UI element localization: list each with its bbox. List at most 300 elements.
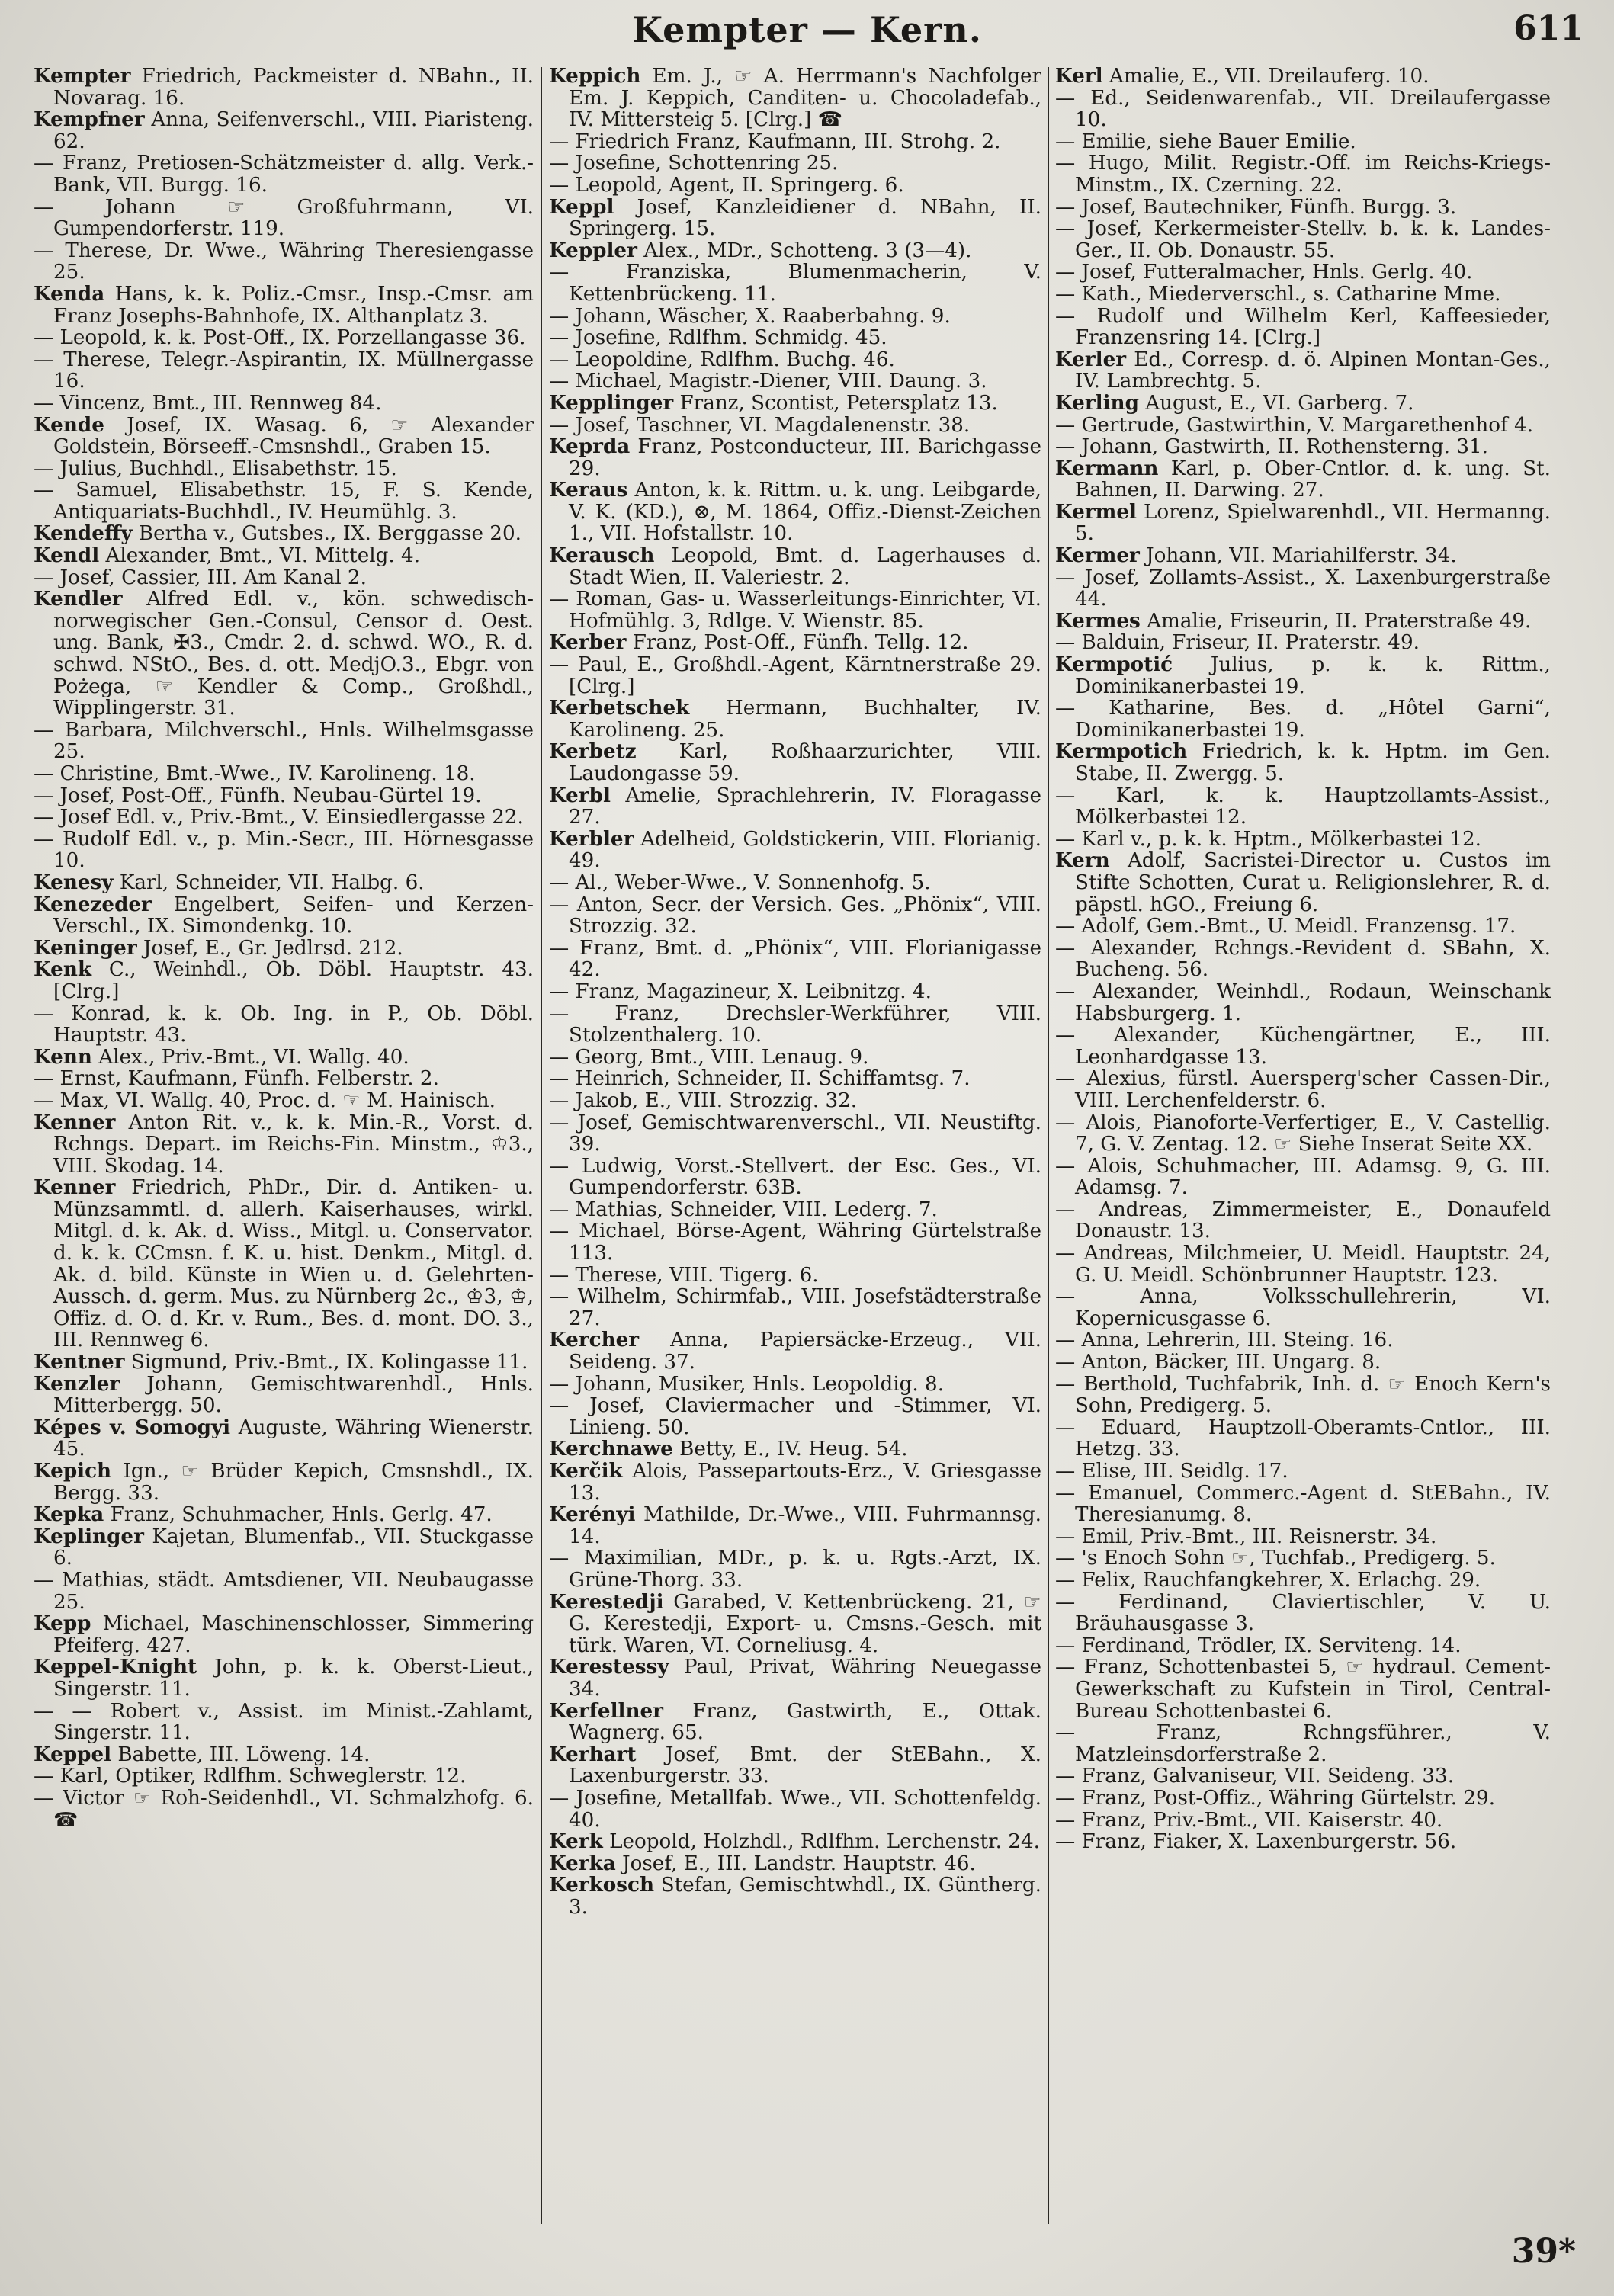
entry-details: Karl, Schneider, VII. Halbg. 6. xyxy=(113,871,425,894)
entry-surname: Kerestedji xyxy=(549,1589,664,1614)
directory-entry xyxy=(1055,1483,1551,1526)
entry-details: — Johann, Wäscher, X. Raaberbahng. 9. xyxy=(549,304,951,328)
entry-surname: Kenzler xyxy=(34,1371,120,1396)
entry-surname: Kermes xyxy=(1055,608,1141,633)
entry-details: — Franz, Priv.-Bmt., VII. Kaiserstr. 40. xyxy=(1055,1808,1443,1832)
entry-surname: Kerfellner xyxy=(549,1698,663,1723)
directory-entry xyxy=(549,131,1041,153)
entry-details: — Leopold, Agent, II. Springerg. 6. xyxy=(549,173,904,197)
entry-details: Alexander, Bmt., VI. Mittelg. 4. xyxy=(99,544,421,568)
directory-entry xyxy=(1055,938,1551,981)
entry-details: — Felix, Rauchfangkehrer, X. Erlachg. 29. xyxy=(1055,1568,1481,1592)
directory-entry xyxy=(549,697,1041,741)
entry-details: — Franz, Schottenbastei 5, ☞ hydraul. Cement-Gewerkschaft zu Kufstein in Tirol, Central-Bureau Schottenbastei 6. xyxy=(1055,1656,1551,1723)
entry-details: — Andreas, Zimmermeister, E., Donaufeld Donaustr. 13. xyxy=(1055,1198,1551,1243)
entry-details: Alois, Passepartouts-Erz., V. Griesgasse 13. xyxy=(569,1460,1041,1505)
directory-entry xyxy=(1055,197,1551,219)
directory-entry xyxy=(549,152,1041,175)
entry-details: — Josef, Taschner, VI. Magdalenenstr. 38. xyxy=(549,413,971,437)
entry-details: — Adolf, Gem.-Bmt., U. Meidl. Franzensg. 17. xyxy=(1055,915,1516,938)
directory-entry xyxy=(549,66,1041,131)
entry-details: — Mathias, städt. Amtsdiener, VII. Neubaugasse 25. xyxy=(34,1568,534,1614)
directory-entry xyxy=(1055,131,1551,153)
entry-details: — Andreas, Milchmeier, U. Meidl. Hauptstr. 24, G. U. Meidl. Schönbrunner Hauptstr. 123. xyxy=(1055,1242,1551,1287)
entry-surname: Kern xyxy=(1055,848,1110,873)
column-rule xyxy=(1048,67,1049,2224)
entry-surname: Kepplinger xyxy=(549,390,674,415)
directory-entry xyxy=(34,1177,534,1352)
directory-entry xyxy=(1055,1352,1551,1374)
directory-entry xyxy=(1055,1329,1551,1352)
directory-entry xyxy=(549,1156,1041,1199)
entry-surname: Kerestessy xyxy=(549,1655,669,1679)
entry-details: — Georg, Bmt., VIII. Lenaug. 9. xyxy=(549,1045,869,1069)
directory-entry xyxy=(549,1438,1041,1461)
directory-entry xyxy=(1055,1547,1551,1570)
entry-details: — Therese, Dr. Wwe., Währing Theresiengasse 25. xyxy=(34,239,534,284)
entry-details: Lorenz, Spielwarenhdl., VII. Hermanng. 5. xyxy=(1075,500,1551,546)
directory-entry xyxy=(549,1744,1041,1788)
directory-entry xyxy=(1055,66,1551,88)
entry-details: — Kath., Miederverschl., s. Catharine Mme. xyxy=(1055,282,1501,306)
entry-details: Anton, k. k. Rittm. u. k. ung. Leibgarde, V. K. (KD.), ⊗, M. 1864, Offiz.-Dienst-Zeichen 1., VII. Hofstallstr. 10. xyxy=(569,479,1041,546)
directory-entry xyxy=(34,763,534,785)
directory-entry xyxy=(1055,458,1551,502)
directory-entry xyxy=(1055,632,1551,654)
entry-surname: Kenner xyxy=(34,1175,116,1200)
entry-details: — Alexander, Rchngs.-Revident d. SBahn, X. Bucheng. 56. xyxy=(1055,936,1551,982)
entry-details: Sigmund, Priv.-Bmt., IX. Kolingasse 11. xyxy=(124,1351,528,1374)
directory-entry xyxy=(549,479,1041,545)
directory-entry xyxy=(34,894,534,938)
entry-surname: Kerl xyxy=(1055,66,1103,88)
entry-details: Friedrich, Packmeister d. NBahn., II. Novarag. 16. xyxy=(53,66,534,110)
directory-entry xyxy=(34,197,534,240)
entry-surname: Kepich xyxy=(34,1459,112,1483)
directory-entry xyxy=(549,1589,1041,1657)
directory-entry xyxy=(34,1504,534,1526)
directory-entry xyxy=(34,327,534,349)
entry-details: — Alexander, Küchengärtner, E., III. Leonhardgasse 13. xyxy=(1055,1024,1551,1069)
entry-surname: Kerbetschek xyxy=(549,696,690,720)
entry-details: — Vincenz, Bmt., III. Rennweg 84. xyxy=(34,391,382,415)
entry-surname: Kerényi xyxy=(549,1502,636,1527)
entry-details: — Heinrich, Schneider, II. Schiffamtsg. 7. xyxy=(549,1067,971,1091)
directory-entry xyxy=(549,894,1041,938)
entry-details: — Alois, Pianoforte-Verfertiger, E., V. Castellig. 7, G. V. Zentag. 12. ☞ Siehe Inserat Seite XX. xyxy=(1055,1111,1551,1156)
entry-details: Karl, Roßhaarzurichter, VIII. Laudongasse 59. xyxy=(569,740,1041,785)
entry-details: — Victor ☞ Roh-Seidenhdl., VI. Schmalzhofg. 6. ☎ xyxy=(34,1786,534,1832)
directory-entry xyxy=(1055,545,1551,567)
directory-entry xyxy=(34,872,534,894)
column-left xyxy=(34,66,534,2230)
entry-details: — Balduin, Friseur, II. Praterstr. 49. xyxy=(1055,631,1420,655)
directory-entry xyxy=(549,1220,1041,1264)
entry-surname: Keninger xyxy=(34,935,137,960)
directory-entry xyxy=(1055,829,1551,851)
entry-surname: Kenda xyxy=(34,281,105,306)
entry-details: Amalie, E., VII. Dreilauferg. 10. xyxy=(1102,66,1429,88)
entry-details: — Alois, Schuhmacher, III. Adamsg. 9, G. III. Adamsg. 7. xyxy=(1055,1154,1551,1200)
entry-surname: Kendeffy xyxy=(34,521,133,546)
entry-details: — Josef, Post-Off., Fünfh. Neubau-Gürtel 19. xyxy=(34,784,482,807)
entry-surname: Kenezeder xyxy=(34,892,152,916)
directory-entry xyxy=(549,1788,1041,1831)
directory-entry xyxy=(34,1656,534,1700)
entry-surname: Kepka xyxy=(34,1502,104,1527)
entry-details: Josef, Kanzleidiener d. NBahn, II. Springerg. 15. xyxy=(569,195,1041,241)
entry-details: — — Robert v., Assist. im Minist.-Zahlamt, Singerstr. 11. xyxy=(34,1699,534,1745)
directory-entry xyxy=(1055,850,1551,916)
directory-entry xyxy=(1055,415,1551,437)
directory-entry xyxy=(1055,436,1551,458)
directory-entry xyxy=(1055,741,1551,784)
directory-entry xyxy=(549,1329,1041,1373)
directory-entry xyxy=(549,349,1041,371)
directory-entry xyxy=(549,1461,1041,1504)
entry-details: Franz, Postconducteur, III. Barichgasse 29. xyxy=(569,435,1041,480)
directory-entry xyxy=(34,1112,534,1178)
directory-entry xyxy=(34,1352,534,1374)
directory-entry xyxy=(34,1003,534,1047)
directory-entry xyxy=(1055,1722,1551,1765)
directory-entry xyxy=(34,1765,534,1788)
directory-entry xyxy=(1055,88,1551,131)
directory-entry xyxy=(549,1286,1041,1329)
entry-surname: Kerausch xyxy=(549,544,655,568)
directory-entry xyxy=(34,109,534,152)
entry-surname: Kerbl xyxy=(549,783,611,807)
entry-details: Paul, Privat, Währing Neuegasse 34. xyxy=(569,1656,1041,1701)
entry-details: — Julius, Buchhdl., Elisabethstr. 15. xyxy=(34,457,397,480)
directory-entry xyxy=(1055,499,1551,546)
directory-entry xyxy=(549,545,1041,588)
directory-entry xyxy=(549,1265,1041,1287)
entry-surname: Kerkosch xyxy=(549,1873,654,1897)
page-header xyxy=(0,9,1614,63)
entry-details: — Franz, Pretiosen-Schätzmeister d. allg. Verk.-Bank, VII. Burgg. 16. xyxy=(34,152,534,197)
entry-details: Michael, Maschinenschlosser, Simmering Pfeiferg. 427. xyxy=(53,1612,534,1657)
directory-entry xyxy=(34,1744,534,1766)
directory-entry xyxy=(34,720,534,763)
directory-entry xyxy=(34,935,534,960)
directory-entry xyxy=(1055,1635,1551,1657)
entry-details: — Christine, Bmt.-Wwe., IV. Karolineng. 18. xyxy=(34,762,476,785)
directory-entry xyxy=(34,1417,534,1461)
entry-details: Auguste, Währing Wienerstr. 45. xyxy=(53,1416,534,1461)
entry-details: — Leopoldine, Rdlfhm. Buchg. 46. xyxy=(549,348,895,371)
entry-details: Betty, E., IV. Heug. 54. xyxy=(672,1438,908,1461)
entry-details: Alex., MDr., Schotteng. 3 (3—4). xyxy=(637,239,972,262)
entry-surname: Kerčik xyxy=(549,1459,623,1483)
entry-details: — Franz, Rchngsführer., V. Matzleinsdorferstraße 2. xyxy=(1055,1721,1551,1766)
entry-surname: Kenner xyxy=(34,1110,116,1134)
entry-details: — Ernst, Kaufmann, Fünfh. Felberstr. 2. xyxy=(34,1067,439,1091)
directory-entry xyxy=(1055,1286,1551,1329)
entry-details: — Therese, VIII. Tigerg. 6. xyxy=(549,1263,819,1287)
directory-entry xyxy=(34,393,534,415)
entry-details: — Katharine, Bes. d. „Hôtel Garni“, Dominikanerbastei 19. xyxy=(1055,697,1551,742)
entry-details: Em. J., ☞ A. Herrmann's Nachfolger Em. J. Keppich, Canditen- u. Chocoladefab., IV. Mittersteig 5. [Clrg.] ☎ xyxy=(569,66,1041,132)
directory-entry xyxy=(549,1112,1041,1156)
entry-details: Bertha v., Gutsbes., IX. Berggasse 20. xyxy=(132,522,521,546)
entry-surname: Kerchnawe xyxy=(549,1437,673,1461)
directory-entry xyxy=(549,981,1041,1003)
directory-entry xyxy=(549,872,1041,894)
entry-details: C., Weinhdl., Ob. Döbl. Hauptstr. 43. [Clrg.] xyxy=(53,958,534,1003)
entry-details: Leopold, Holzhdl., Rdlfhm. Lerchenstr. 24. xyxy=(602,1830,1040,1854)
directory-entry xyxy=(34,588,534,720)
directory-entry xyxy=(34,479,534,523)
directory-entry xyxy=(34,806,534,829)
directory-entry xyxy=(1055,1765,1551,1788)
directory-entry xyxy=(1055,608,1551,633)
entry-details: John, p. k. k. Oberst-Lieut., Singerstr. 11. xyxy=(53,1656,534,1701)
directory-entry xyxy=(34,959,534,1002)
entry-details: — Josef, Gemischtwarenverschl., VII. Neustiftg. 39. xyxy=(549,1111,1041,1156)
directory-entry xyxy=(549,1090,1041,1112)
entry-details: Ign., ☞ Brüder Kepich, Cmsnshdl., IX. Bergg. 33. xyxy=(53,1460,534,1505)
entry-details: — Johann ☞ Großfuhrmann, VI. Gumpendorferstr. 119. xyxy=(34,195,534,241)
entry-surname: Keplinger xyxy=(34,1524,144,1548)
directory-entry xyxy=(549,588,1041,632)
entry-details: Josef, Bmt. der StEBahn., X. Laxenburgerstr. 33. xyxy=(569,1743,1041,1788)
directory-entry xyxy=(549,1047,1041,1069)
directory-entry xyxy=(34,1701,534,1744)
entry-details: — Paul, E., Großhdl.-Agent, Kärntnerstraße 29. [Clrg.] xyxy=(549,653,1041,698)
entry-details: — Josef, Cassier, III. Am Kanal 2. xyxy=(34,566,367,589)
entry-details: Johann, Gemischtwarenhdl., Hnls. Mitterbergg. 50. xyxy=(53,1372,534,1418)
entry-details: — Max, VI. Wallg. 40, Proc. d. ☞ M. Hainisch. xyxy=(34,1089,496,1112)
entry-details: — Josef, Bautechniker, Fünfh. Burgg. 3. xyxy=(1055,195,1457,219)
directory-entry xyxy=(1055,1526,1551,1548)
directory-entry xyxy=(1055,1417,1551,1461)
directory-entry xyxy=(549,1003,1041,1047)
entry-details: — Friedrich Franz, Kaufmann, III. Strohg. 2. xyxy=(549,130,1001,153)
directory-entry xyxy=(1055,1592,1551,1635)
page-number: 611 xyxy=(1513,9,1584,48)
directory-entry xyxy=(34,458,534,480)
entry-surname: Kerling xyxy=(1055,390,1139,415)
entry-details: Franz, Schuhmacher, Hnls. Gerlg. 47. xyxy=(104,1503,493,1527)
directory-entry xyxy=(549,240,1041,262)
entry-details: — Emil, Priv.-Bmt., III. Reisnerstr. 34. xyxy=(1055,1525,1437,1548)
directory-entry xyxy=(549,327,1041,349)
entry-surname: Kercher xyxy=(549,1328,640,1352)
entry-details: — Ludwig, Vorst.-Stellvert. der Esc. Ges., VI. Gumpendorferstr. 63B. xyxy=(549,1154,1041,1200)
entry-details: Alfred Edl. v., kön. schwedisch-norwegischer Gen.-Consul, Censor d. Oest. ung. Bank, ✠3., Cmdr. 2. d. schwd. WO., R. d. schwd. NStO., Bes. d. ott. MedjO.3., Ebgr. von Pożega, ☞ Kendler & Comp., Großhdl., Wipplingerstr. 31. xyxy=(53,588,534,720)
directory-entry xyxy=(34,829,534,872)
entry-details: — Rudolf und Wilhelm Kerl, Kaffeesieder, Franzensring 14. [Clrg.] xyxy=(1055,304,1551,350)
directory-entry xyxy=(1055,1199,1551,1243)
entry-details: Franz, Scontist, Petersplatz 13. xyxy=(673,391,998,415)
directory-entry xyxy=(549,826,1041,873)
entry-details: — Michael, Magistr.-Diener, VIII. Daung. 3. xyxy=(549,370,987,393)
entry-details: — 's Enoch Sohn ☞, Tuchfab., Predigerg. 5. xyxy=(1055,1547,1496,1570)
directory-entry xyxy=(34,785,534,807)
directory-entry xyxy=(1055,218,1551,261)
entry-details: — Karl, Optiker, Rdlfhm. Schweglerstr. 12. xyxy=(34,1765,467,1788)
directory-entry xyxy=(1055,654,1551,697)
entry-details: — Eduard, Hauptzoll-Oberamts-Cntlor., III. Hetzg. 33. xyxy=(1055,1416,1551,1461)
entry-surname: Kempfner xyxy=(34,107,145,132)
entry-details: — Emanuel, Commerc.-Agent d. StEBahn., IV. Theresianumg. 8. xyxy=(1055,1481,1551,1527)
directory-entry xyxy=(1055,1068,1551,1111)
directory-entry xyxy=(549,436,1041,479)
entry-surname: Kentner xyxy=(34,1350,125,1374)
entry-details: — Franz, Magazineur, X. Leibnitzg. 4. xyxy=(549,980,932,1003)
directory-entry xyxy=(1055,152,1551,196)
directory-entry xyxy=(549,194,1041,241)
entry-surname: Kempter xyxy=(34,66,131,88)
entry-details: Adelheid, Goldstickerin, VIII. Florianig. 49. xyxy=(569,827,1041,873)
entry-details: — Leopold, k. k. Post-Off., IX. Porzellangasse 36. xyxy=(34,326,526,350)
entry-surname: Kermel xyxy=(1055,499,1137,524)
entry-surname: Keprda xyxy=(549,435,631,459)
directory-entry xyxy=(549,1874,1041,1918)
entry-surname: Keppel xyxy=(34,1742,112,1766)
directory-entry xyxy=(549,1504,1041,1547)
directory-entry xyxy=(549,1068,1041,1090)
entry-details: Friedrich, PhDr., Dir. d. Antiken- u. Münzsammtl. d. allerh. Kaiserhauses, wirkl. Mitgl. d. k. Ak. d. Wiss., Mitgl. u. Conservator. d. k. k. CCmsn. f. K. u. hist. Denkm., Mitgl. d. Ak. d. bild. Künste in Wien u. d. Gelehrten-Aussch. d. germ. Mus. zu Nürnberg 2c., ♔3, ♔, Offiz. d. O. d. Kr. v. Rum., Bes. d. mont. DO. 3., III. Rennweg 6. xyxy=(53,1176,534,1352)
entry-details: Josef, E., III. Landstr. Hauptstr. 46. xyxy=(615,1852,976,1875)
entry-surname: Kenn xyxy=(34,1044,92,1069)
entry-details: — Samuel, Elisabethstr. 15, F. S. Kende, Antiquariats-Buchhdl., IV. Heumühlg. 3. xyxy=(34,479,534,524)
directory-entry xyxy=(549,1831,1041,1853)
directory-entry xyxy=(34,412,534,459)
entry-details: — Johann, Musiker, Hnls. Leopoldig. 8. xyxy=(549,1372,945,1396)
entry-details: — Franz, Galvaniseur, VII. Seideng. 33. xyxy=(1055,1765,1455,1788)
directory-entry xyxy=(549,1199,1041,1221)
entry-details: — Alexander, Weinhdl., Rodaun, Weinschank Habsburgerg. 1. xyxy=(1055,980,1551,1025)
entry-details: — Josefine, Rdlfhm. Schmidg. 45. xyxy=(549,326,887,350)
entry-surname: Kermer xyxy=(1055,544,1140,568)
entry-details: — Jakob, E., VIII. Strozzig. 32. xyxy=(549,1089,858,1112)
entry-details: — Josef, Kerkermeister-Stellv. b. k. k. Landes-Ger., II. Ob. Donaustr. 55. xyxy=(1055,217,1551,262)
entry-surname: Kermann xyxy=(1055,456,1159,480)
entry-surname: Képes v. Somogyi xyxy=(34,1415,231,1439)
directory-entry xyxy=(34,1090,534,1112)
entry-details: — Ferdinand, Trödler, IX. Serviteng. 14. xyxy=(1055,1634,1462,1657)
entry-surname: Keraus xyxy=(549,478,628,502)
directory-entry xyxy=(1055,1788,1551,1810)
directory-entry xyxy=(1055,1112,1551,1156)
directory-entry xyxy=(1055,1570,1551,1592)
directory-entry xyxy=(549,1395,1041,1438)
entry-details: — Elise, III. Seidlg. 17. xyxy=(1055,1460,1288,1483)
directory-entry xyxy=(1055,1656,1551,1722)
directory-entry xyxy=(1055,1810,1551,1832)
directory-entry xyxy=(1055,306,1551,349)
entry-details: — Josefine, Schottenring 25. xyxy=(549,152,839,175)
entry-details: — Michael, Börse-Agent, Währing Gürtelstraße 113. xyxy=(549,1220,1041,1265)
directory-entry xyxy=(1055,1461,1551,1483)
directory-entry xyxy=(549,261,1041,305)
directory-entry xyxy=(1055,390,1551,415)
directory-entry xyxy=(549,390,1041,415)
entry-details: Adolf, Sacristei-Director u. Custos im Stifte Schotten, Curat u. Religionslehrer, R. d. päpstl. hGO., Freiung 6. xyxy=(1075,849,1551,916)
entry-details: — Karl v., p. k. k. Hptm., Mölkerbastei 12. xyxy=(1055,827,1481,851)
directory-entry xyxy=(549,938,1041,981)
directory-entry xyxy=(34,523,534,545)
entry-details: — Franz, Fiaker, X. Laxenburgerstr. 56. xyxy=(1055,1830,1457,1854)
entry-surname: Kerka xyxy=(549,1851,616,1875)
entry-details: Hans, k. k. Poliz.-Cmsr., Insp.-Cmsr. am Franz Josephs-Bahnhofe, IX. Althanplatz 3. xyxy=(53,282,534,328)
entry-details: Ed., Corresp. d. ö. Alpinen Montan-Ges., IV. Lambrechtg. 5. xyxy=(1075,348,1551,393)
directory-entry xyxy=(1055,284,1551,306)
entry-surname: Kendl xyxy=(34,544,100,568)
entry-details: — Josefine, Metallfab. Wwe., VII. Schottenfeldg. 40. xyxy=(549,1786,1041,1832)
directory-entry xyxy=(549,632,1041,654)
signature-mark: 39* xyxy=(1511,2232,1576,2271)
directory-entry xyxy=(549,370,1041,393)
entry-details: — Josef, Futteralmacher, Hnls. Gerlg. 40. xyxy=(1055,261,1473,284)
directory-entry xyxy=(1055,1156,1551,1199)
entry-details: Kajetan, Blumenfab., VII. Stuckgasse 6. xyxy=(53,1525,534,1570)
entry-details: — Ed., Seidenwarenfab., VII. Dreilaufergasse 10. xyxy=(1055,86,1551,132)
directory-entry xyxy=(34,1068,534,1090)
entry-details: Garabed, V. Kettenbrückeng. 21, ☞ G. Kerestedji, Export- u. Cmsns.-Gesch. mit türk. Waren, VI. Corneliusg. 4. xyxy=(569,1590,1041,1657)
entry-details: — Anna, Volksschullehrerin, VI. Kopernicusgasse 6. xyxy=(1055,1285,1551,1330)
entry-details: Alex., Priv.-Bmt., VI. Wallg. 40. xyxy=(91,1045,409,1069)
directory-entry xyxy=(34,545,534,567)
directory-entry xyxy=(1055,1243,1551,1286)
entry-details: Babette, III. Löweng. 14. xyxy=(111,1743,371,1766)
directory-entry xyxy=(549,306,1041,328)
entry-surname: Kenesy xyxy=(34,870,114,894)
entry-surname: Kende xyxy=(34,412,104,437)
entry-details: — Ferdinand, Claviertischler, V. U. Bräuhausgasse 3. xyxy=(1055,1590,1551,1636)
entry-surname: Keppel-Knight xyxy=(34,1655,197,1679)
entry-surname: Kepp xyxy=(34,1611,91,1636)
entry-details: — Josef, Zollamts-Assist., X. Laxenburgerstraße 44. xyxy=(1055,566,1551,611)
column-right xyxy=(1055,66,1551,2230)
directory-entry xyxy=(549,1374,1041,1396)
entry-details: Hermann, Buchhalter, IV. Karolineng. 25. xyxy=(569,697,1041,742)
entry-surname: Kerbler xyxy=(549,826,634,851)
directory-entry xyxy=(34,66,534,109)
entry-details: — Konrad, k. k. Ob. Ing. in P., Ob. Döbl. Hauptstr. 43. xyxy=(34,1002,534,1047)
directory-entry xyxy=(549,175,1041,197)
entry-details: — Franziska, Blumenmacherin, V. Kettenbrückeng. 11. xyxy=(549,261,1041,306)
directory-entry xyxy=(34,281,534,328)
entry-details: Stefan, Gemischtwhdl., IX. Güntherg. 3. xyxy=(569,1874,1041,1919)
entry-details: Josef, E., Gr. Jedlrsd. 212. xyxy=(136,936,403,960)
directory-entry xyxy=(34,567,534,589)
entry-surname: Kerler xyxy=(1055,347,1127,371)
entry-details: Josef, IX. Wasag. 6, ☞ Alexander Goldstein, Börseeff.-Cmsnshdl., Graben 15. xyxy=(53,413,534,459)
entry-details: Anna, Seifenverschl., VIII. Piaristeng. 62. xyxy=(53,108,534,153)
directory-entry xyxy=(1055,1025,1551,1068)
directory-entry xyxy=(1055,981,1551,1025)
directory-entry xyxy=(34,1461,534,1504)
directory-entry xyxy=(1055,785,1551,829)
entry-details: Johann, VII. Mariahilferstr. 34. xyxy=(1139,544,1457,568)
entry-details: — Anna, Lehrerin, III. Steing. 16. xyxy=(1055,1329,1394,1352)
entry-details: August, E., VI. Garberg. 7. xyxy=(1138,391,1414,415)
entry-details: — Franz, Post-Offiz., Währing Gürtelstr. 29. xyxy=(1055,1786,1496,1810)
entry-details: — Franz, Bmt. d. „Phönix“, VIII. Florianigasse 42. xyxy=(549,936,1041,982)
directory-entry xyxy=(1055,349,1551,393)
entry-surname: Kendler xyxy=(34,587,123,611)
directory-entry xyxy=(1055,916,1551,938)
directory-entry xyxy=(34,1371,534,1418)
entry-details: Karl, p. Ober-Cntlor. d. k. ung. St. Bahnen, II. Darwing. 27. xyxy=(1075,457,1551,502)
directory-entry xyxy=(34,240,534,284)
directory-entry xyxy=(549,1547,1041,1591)
entry-details: Mathilde, Dr.-Wwe., VIII. Fuhrmannsg. 14. xyxy=(569,1503,1041,1548)
entry-details: — Gertrude, Gastwirthin, V. Margarethenhof 4. xyxy=(1055,413,1534,437)
